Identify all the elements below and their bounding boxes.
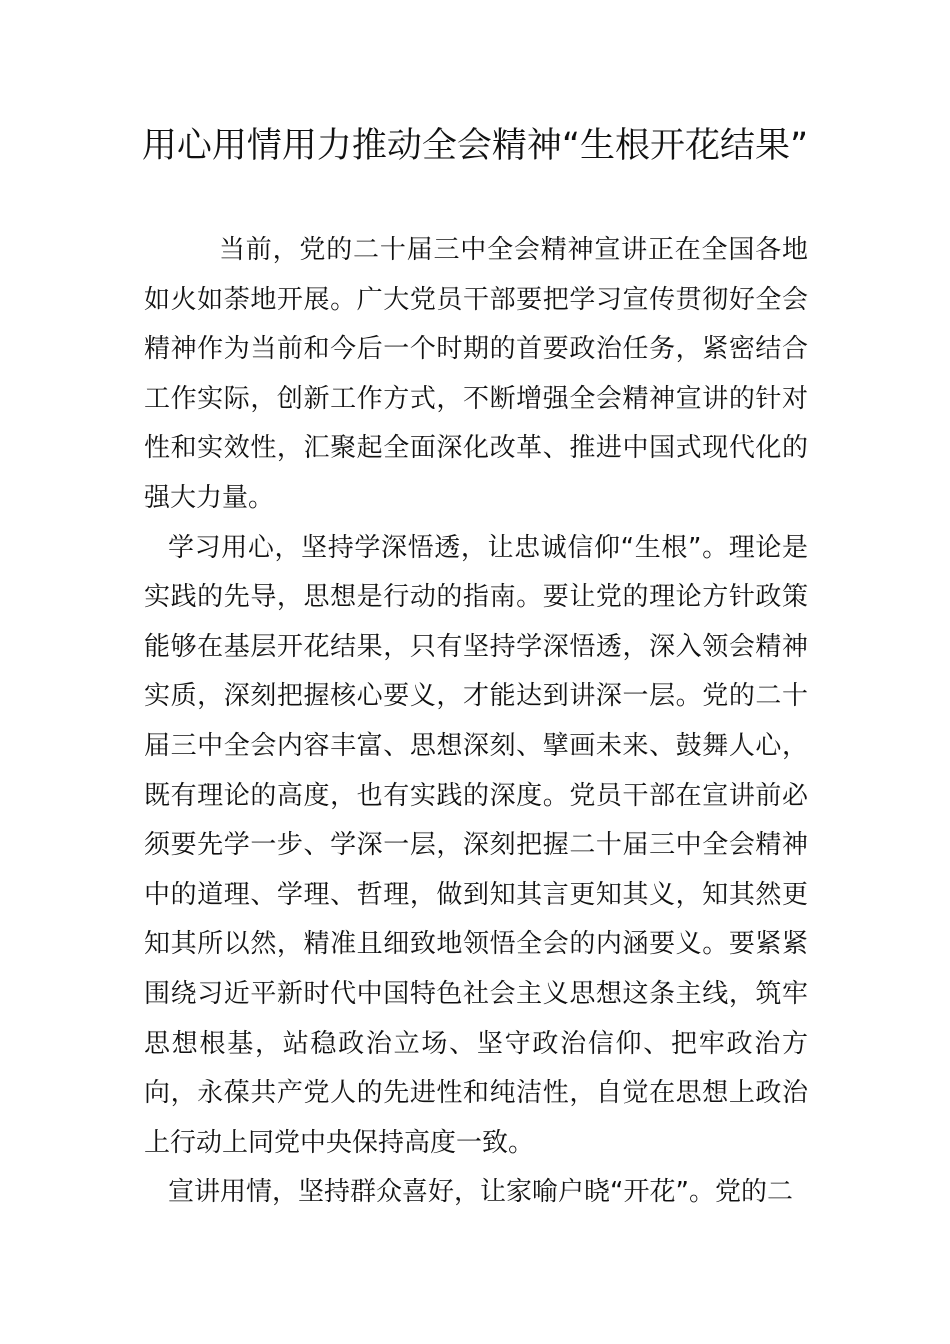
paragraph-study: 学习用心，坚持学深悟透，让忠诚信仰“生根”。理论是实践的先导，思想是行动的指南。要让党的理论方针政策能够在基层开花结果，只有坚持学深悟透，深入领会精神实质，深刻把握核心要义，才能达到讲深一层。党的二十届三中全会内容丰富、思想深刻、擘画未来、鼓舞人心，既有理论的高度，也有实践的深度。党员干部在宣讲前必须要先学一步、学深一层，深刻把握二十届三中全会精神中的道理、学理、哲理，做到知其言更知其义，知其然更知其所以然，精准且细致地领悟全会的内涵要义。要紧紧围绕习近平新时代中国特色社会主义思想这条主线，筑牢思想根基，站稳政治立场、坚守政治信仰、把牢政治方向，永葆共产党人的先进性和纯洁性，自觉在思想上政治上行动上同党中央保持高度一致。 (144, 532, 808, 1158)
paragraph-preach: 宣讲用情，坚持群众喜好，让家喻户晓“开花”。党的二 (168, 1177, 793, 1208)
document-body (144, 226, 808, 1218)
paragraph-intro: 当前，党的二十届三中全会精神宣讲正在全国各地如火如荼地开展。广大党员干部要把学习宣传贯彻好全会精神作为当前和今后一个时期的首要政治任务，紧密结合工作实际，创新工作方式，不断增强全会精神宣讲的针对性和实效性，汇聚起全面深化改革、推进中国式现代化的强大力量。 (144, 235, 808, 513)
document-title: 用心用情用力推动全会精神“生根开花结果” (141, 126, 809, 166)
